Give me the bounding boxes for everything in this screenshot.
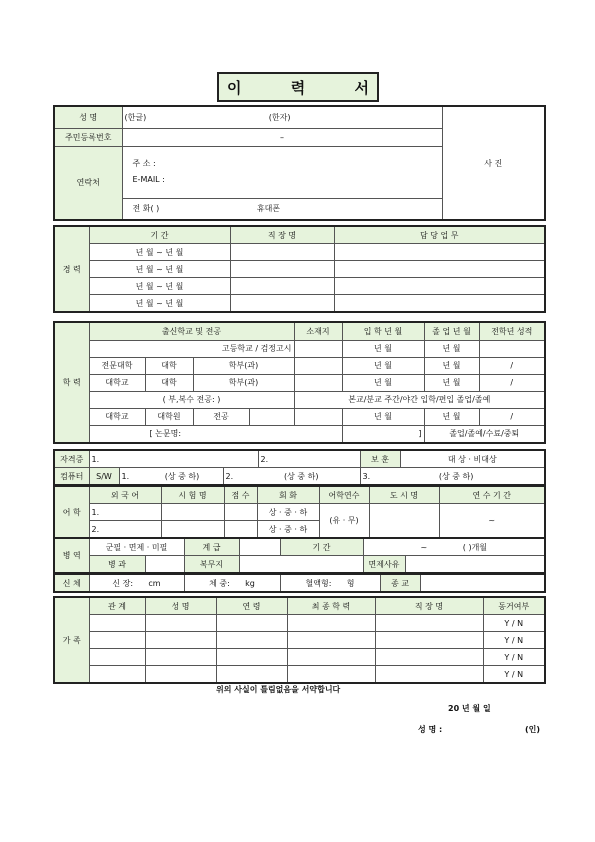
military-label: 병 역	[54, 538, 89, 573]
name-label: 성 명	[54, 106, 122, 128]
computer-item-1[interactable]: 1. (상 중 하)	[119, 468, 223, 486]
edu-gpa[interactable]: /	[479, 408, 545, 425]
career-duty[interactable]	[334, 261, 545, 278]
thesis-field[interactable]	[89, 425, 342, 443]
lang-test[interactable]	[161, 504, 224, 521]
exempt-field[interactable]	[405, 556, 545, 574]
edu-gpa[interactable]	[479, 340, 545, 357]
edu-header-school: 출신학교 및 전공	[89, 322, 294, 340]
korean-label: (한글)	[124, 112, 147, 122]
lang-header-period: 연 수 기 간	[439, 486, 545, 504]
computer-item-2[interactable]: 2. (상 중 하)	[223, 468, 360, 486]
edu-grad[interactable]: 년 월	[424, 340, 479, 357]
fam-header-name: 성 명	[145, 597, 216, 615]
lang-header-speaking: 회 화	[257, 486, 319, 504]
document-title: 이 력 서	[217, 72, 379, 102]
minor-field[interactable]: ( 부,복수 전공: )	[89, 391, 294, 408]
lang-test[interactable]	[161, 521, 224, 539]
personal-table	[53, 105, 546, 221]
veteran-options[interactable]: 대 상 · 비대상	[400, 450, 545, 468]
sw-label: S/W	[89, 468, 119, 486]
license-2[interactable]: 2.	[258, 450, 360, 468]
phone-field[interactable]	[122, 198, 442, 220]
lang-level[interactable]: 상 · 중 · 하	[257, 521, 319, 539]
weight-field[interactable]: 체 중: kg	[184, 574, 280, 592]
fam-yn[interactable]: Y / N	[483, 632, 545, 649]
grad-school: 대학원	[145, 408, 193, 425]
rank-label: 계 급	[184, 538, 239, 556]
fam-cell[interactable]	[216, 615, 287, 632]
edu-entry[interactable]: 년 월	[342, 357, 424, 374]
univ-dept: 학부(과)	[193, 374, 294, 391]
career-period[interactable]: 년 월 ~ 년 월	[89, 244, 230, 261]
fam-cell[interactable]	[89, 615, 145, 632]
fam-header-age: 연 령	[216, 597, 287, 615]
fam-cell[interactable]	[89, 666, 145, 684]
rank-field[interactable]	[239, 538, 280, 556]
family-label: 가 족	[54, 597, 89, 683]
fam-header-work: 직 장 명	[375, 597, 483, 615]
period-label: 기 간	[280, 538, 363, 556]
address-label: 주 소 :	[132, 159, 156, 168]
lang-score[interactable]	[224, 521, 257, 539]
military-table	[53, 537, 546, 574]
branch-label: 병 과	[89, 556, 145, 574]
grad-major: 전공	[193, 408, 249, 425]
college-name: 전문대학	[89, 357, 145, 374]
edu-location[interactable]	[294, 374, 342, 391]
lang-header-city: 도 시 명	[369, 486, 439, 504]
fam-cell[interactable]	[216, 632, 287, 649]
fam-cell[interactable]	[375, 649, 483, 666]
edu-location[interactable]	[294, 340, 342, 357]
edu-header-entry: 입 학 년 월	[342, 322, 424, 340]
edu-entry[interactable]: 년 월	[342, 374, 424, 391]
rrn-field[interactable]: –	[122, 128, 442, 146]
fam-cell[interactable]	[375, 615, 483, 632]
education-label: 학 력	[54, 322, 89, 443]
edu-entry[interactable]: 년 월	[342, 408, 424, 425]
edu-location[interactable]	[294, 408, 342, 425]
license-label: 자격증	[54, 450, 89, 468]
fam-cell[interactable]	[287, 666, 375, 684]
education-table	[53, 321, 546, 444]
branch-field[interactable]	[145, 556, 184, 574]
career-company[interactable]	[230, 295, 334, 313]
fam-cell[interactable]	[89, 632, 145, 649]
language-table	[53, 485, 546, 539]
fam-cell[interactable]	[287, 649, 375, 666]
exempt-label: 면제사유	[363, 556, 405, 574]
career-duty[interactable]	[334, 244, 545, 261]
lang-study[interactable]: (유 · 무)	[319, 504, 369, 539]
seal-label: (인)	[525, 725, 541, 734]
career-header-company: 직 장 명	[230, 226, 334, 244]
address-email-field[interactable]	[122, 146, 442, 198]
rrn-label: 주민등록번호	[54, 128, 122, 146]
lang-period[interactable]: ~	[439, 504, 545, 539]
fam-cell[interactable]	[89, 649, 145, 666]
body-table	[53, 573, 546, 593]
hanja-label: (한자)	[268, 112, 291, 122]
univ-name: 대학교	[89, 374, 145, 391]
fam-cell[interactable]	[287, 632, 375, 649]
photo-area: 사 진	[442, 106, 545, 220]
email-label: E-MAIL :	[132, 175, 165, 184]
career-company[interactable]	[230, 261, 334, 278]
college-dept: 학부(과)	[193, 357, 294, 374]
lang-level[interactable]: 상 · 중 · 하	[257, 504, 319, 521]
period-field[interactable]: ~ ( )개월	[363, 538, 545, 556]
career-period[interactable]: 년 월 ~ 년 월	[89, 278, 230, 295]
family-table	[53, 596, 546, 684]
height-field[interactable]: 신 장: cm	[89, 574, 184, 592]
fam-yn[interactable]: Y / N	[483, 649, 545, 666]
signature-label: 성 명 :	[418, 725, 443, 734]
edu-grad[interactable]: 년 월	[424, 374, 479, 391]
edu-gpa[interactable]: /	[479, 374, 545, 391]
veteran-label: 보 훈	[360, 450, 400, 468]
edu-header-grad: 졸 업 년 월	[424, 322, 479, 340]
hs-field[interactable]: 고등학교 / 검정고시	[89, 340, 294, 357]
fam-cell[interactable]	[287, 615, 375, 632]
date-line: 20 년 월 일	[448, 704, 491, 713]
lang-row-2[interactable]: 2.	[89, 521, 161, 539]
fam-header-live: 동거여부	[483, 597, 545, 615]
career-period[interactable]: 년 월 ~ 년 월	[89, 295, 230, 313]
body-label: 신 체	[54, 574, 89, 592]
college-school: 대학	[145, 357, 193, 374]
license-1[interactable]: 1.	[89, 450, 258, 468]
edu-gpa[interactable]: /	[479, 357, 545, 374]
fam-cell[interactable]	[375, 632, 483, 649]
duty-label: 복무지	[184, 556, 239, 574]
lang-city[interactable]	[369, 504, 439, 539]
blood-field[interactable]: 혈액형: 형	[280, 574, 380, 592]
thesis-end: ]	[342, 425, 424, 443]
license-table	[53, 449, 546, 486]
fam-cell[interactable]	[375, 666, 483, 684]
fam-cell[interactable]	[145, 632, 216, 649]
grad-univ: 대학교	[89, 408, 145, 425]
mobile-label: 휴대폰	[256, 204, 281, 214]
edu-header-gpa: 전학년 성적	[479, 322, 545, 340]
career-duty[interactable]	[334, 295, 545, 313]
fam-cell[interactable]	[216, 666, 287, 684]
fam-yn[interactable]: Y / N	[483, 666, 545, 684]
fam-cell[interactable]	[216, 649, 287, 666]
grad-blank[interactable]	[249, 408, 294, 425]
military-status[interactable]: 군필 · 면제 · 미필	[89, 538, 184, 556]
career-table	[53, 225, 546, 313]
career-header-duty: 담 당 업 무	[334, 226, 545, 244]
computer-label: 컴퓨터	[54, 468, 89, 486]
career-company[interactable]	[230, 244, 334, 261]
career-label: 경 력	[54, 226, 89, 312]
grad-status[interactable]: 졸업/졸예/수료/중퇴	[424, 425, 545, 443]
religion-label: 종 교	[380, 574, 420, 592]
lang-score[interactable]	[224, 504, 257, 521]
edu-location[interactable]	[294, 357, 342, 374]
fam-header-relation: 관 계	[89, 597, 145, 615]
phone-label: 전 화( )	[132, 204, 160, 214]
edu-header-location: 소재지	[294, 322, 342, 340]
fam-cell[interactable]	[145, 666, 216, 684]
lang-header-score: 점 수	[224, 486, 257, 504]
fam-header-edu: 최 종 학 력	[287, 597, 375, 615]
thesis-label: [ 논문명:	[149, 429, 182, 438]
univ-school: 대학	[145, 374, 193, 391]
duty-field[interactable]	[239, 556, 363, 574]
computer-item-3[interactable]: 3. (상 중 하)	[360, 468, 545, 486]
contact-label: 연락처	[54, 146, 122, 220]
lang-header-study: 어학연수	[319, 486, 369, 504]
career-duty[interactable]	[334, 278, 545, 295]
language-label: 어 학	[54, 486, 89, 538]
name-field[interactable]	[122, 106, 442, 128]
fam-cell[interactable]	[145, 649, 216, 666]
religion-field[interactable]	[420, 574, 545, 592]
lang-row-1[interactable]: 1.	[89, 504, 161, 521]
edu-grad[interactable]: 년 월	[424, 357, 479, 374]
career-header-period: 기 간	[89, 226, 230, 244]
career-period[interactable]: 년 월 ~ 년 월	[89, 261, 230, 278]
lang-header-language: 외 국 어	[89, 486, 161, 504]
lang-header-test: 시 험 명	[161, 486, 224, 504]
campus-options[interactable]: 본교/분교 주간/야간 입학/편입 졸업/졸예	[294, 391, 545, 408]
career-company[interactable]	[230, 278, 334, 295]
oath-text: 위의 사실이 틀림없음을 서약합니다	[216, 685, 341, 694]
edu-grad[interactable]: 년 월	[424, 408, 479, 425]
edu-entry[interactable]: 년 월	[342, 340, 424, 357]
fam-yn[interactable]: Y / N	[483, 615, 545, 632]
fam-cell[interactable]	[145, 615, 216, 632]
